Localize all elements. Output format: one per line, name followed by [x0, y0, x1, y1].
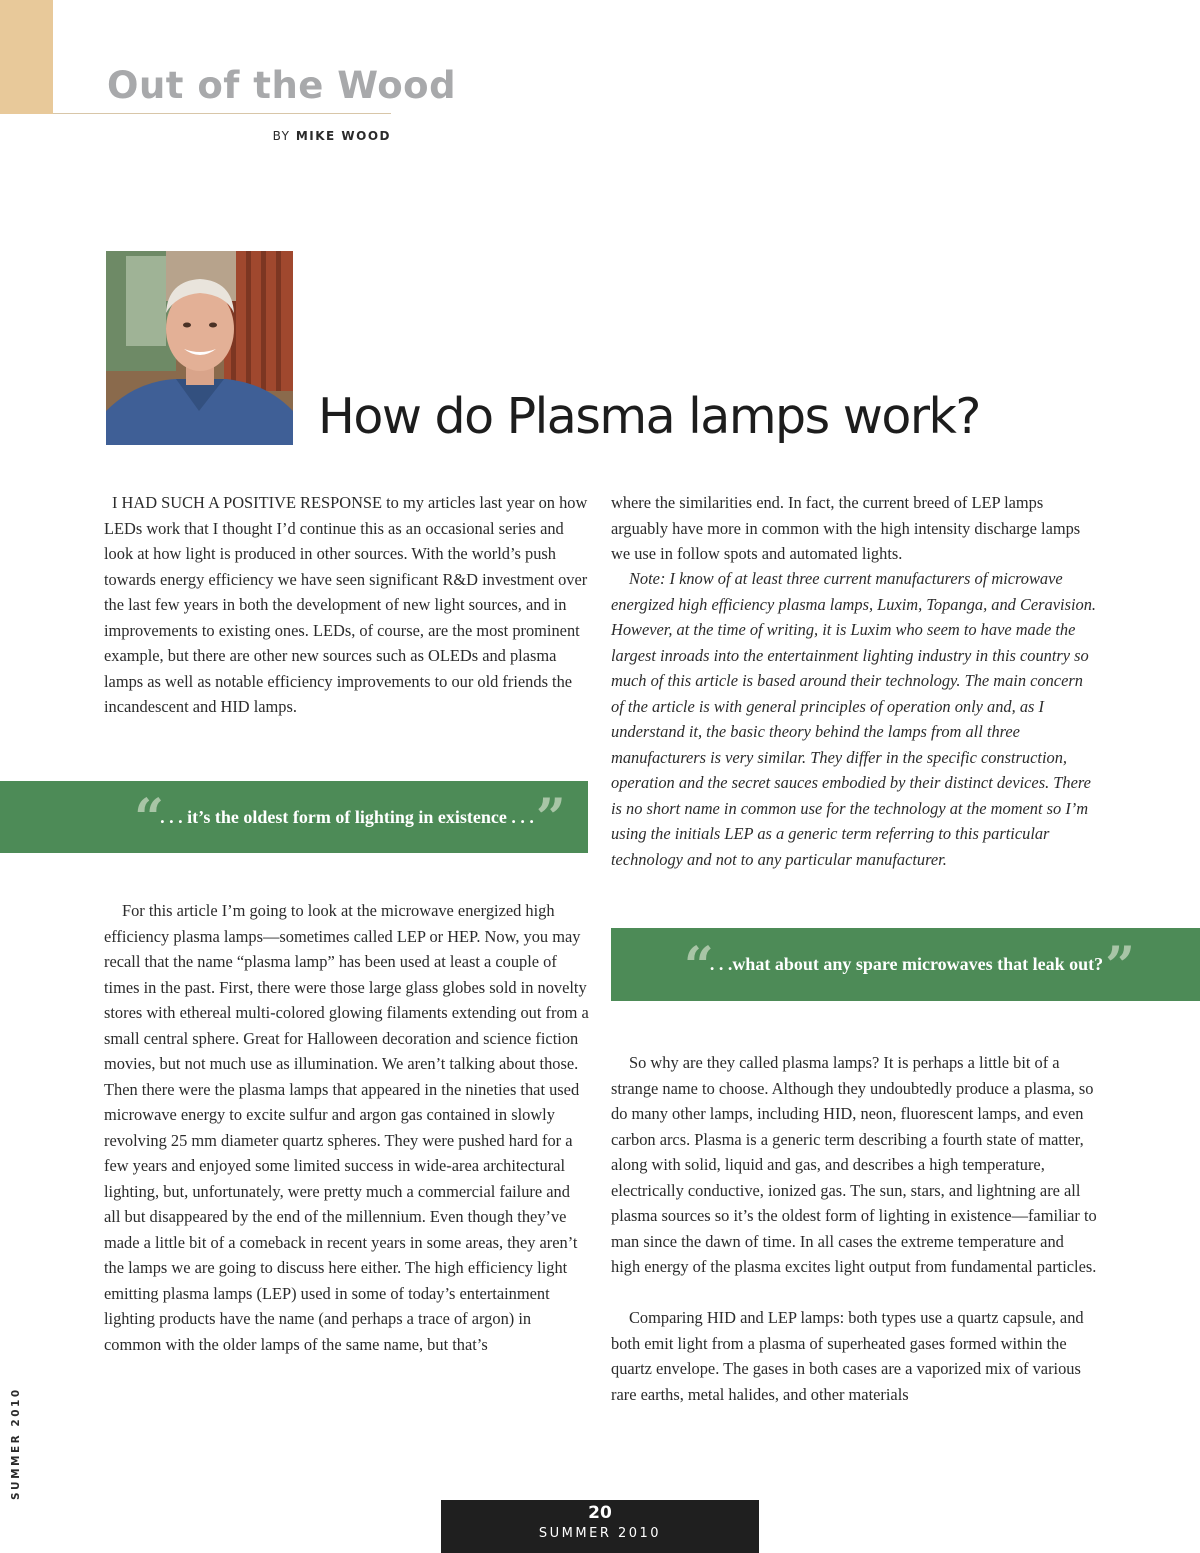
side-issue-label: SUMMER 2010	[10, 1387, 22, 1500]
intro-text: I HAD SUCH A POSITIVE RESPONSE to my articles last year on how LEDs work that I thought I’d continue this as an occasional series and look at how light is produced in other sources. With the world’s push towards energy efficiency we have seen significant R&D investment over the last few years in both the development of new light sources, and in improvements to existing ones. LEDs, of course, are the most prominent example, but there are other new sources such as OLEDs and plasma lamps as well as notable efficiency improvements to our old friends the incandescent and HID lamps.	[104, 493, 588, 716]
paragraph-4	[611, 1305, 1097, 1407]
author-name: MIKE WOOD	[295, 129, 391, 143]
close-quote-icon: ”	[1105, 935, 1128, 997]
page-number: 20	[588, 1503, 612, 1523]
note-text: Note: I know of at least three current manufacturers of microwave energized high efficiency plasma lamps, Luxim, Topanga, and Ceravision. However, at the time of writing, it is Luxim who seem to have made the largest inroads into the entertainment lighting industry in this country so much of this article is based around their technology. The main concern of the article is with general principles of operation only and, as I understand it, the basic theory behind the lamps from all three manufacturers is very similar. They differ in the specific construction, operation and the secret sauces embodied by their distinct devices. There is no short name in common use for the technology at the moment so I’m using the initials LEP as a generic term referring to this particular technology and not to any particular manufacturer.	[611, 569, 1097, 869]
open-quote-icon: “	[134, 788, 157, 849]
paragraph-2-text: For this article I’m going to look at the microwave energized high efficiency plasma lamps—sometimes called LEP or HEP. Now, you may recall that the name “plasma lamp” has been used at least a couple of times in the past. First, there were those large glass globes sold in novelty stores with ethereal multi-colored glowing filaments extending out from a small central sphere. Great for Halloween decoration and science fiction movies, but not much use as illumination. We aren’t talking about those. Then there were the plasma lamps that appeared in the nineties that used microwave energy to excite sulfur and argon gas contained in slowly revolving 25 mm diameter quartz spheres. They were pushed hard for a few years and enjoyed some limited success in wide-area architectural lighting, but, unfortunately, were pretty much a commercial failure and all but disappeared by the end of the millennium. Even though they’ve made a little bit of a comeback in recent years in some areas, they aren’t the lamps we are going to discuss here either. The high efficiency light emitting plasma lamps (LEP) used in some of today’s entertainment lighting products have the name (and perhaps a trace of argon) in common with the older lamps of the same name, but that’s	[104, 901, 589, 1354]
open-quote-icon: “	[683, 935, 706, 997]
header-accent-bar	[0, 0, 53, 114]
paragraph-3	[611, 1050, 1097, 1280]
page-footer	[441, 1500, 759, 1553]
paragraph-4-text: Comparing HID and LEP lamps: both types use a quartz capsule, and both emit light from a plasma of superheated gases formed within the quartz envelope. The gases in both cases are a vaporized mix of various rare earths, metal halides, and other materials	[611, 1308, 1084, 1404]
footer-issue: SUMMER 2010	[538, 1526, 662, 1541]
title-divider	[53, 113, 391, 114]
article-title: How do Plasma lamps work?	[318, 388, 980, 445]
pull-quote-2	[611, 928, 1200, 1001]
byline-prefix: BY	[272, 129, 291, 143]
pull-quote-2-text: . . .what about any spare microwaves that leak out?	[709, 954, 1104, 974]
pull-quote-1-text: . . . it’s the oldest form of lighting in existence . . .	[160, 806, 534, 827]
pull-quote-1	[0, 781, 588, 853]
byline	[273, 129, 391, 143]
intro-paragraph	[104, 490, 590, 720]
paragraph-3-text: So why are they called plasma lamps? It is perhaps a little bit of a strange name to choose. Although they undoubtedly produce a plasma, so do many other lamps, including HID, neon, fluorescent lamps, and even carbon arcs. Plasma is a generic term describing a fourth state of matter, along with solid, liquid and gas, and describes a high temperature, electrically conductive, ionized gas. The sun, stars, and lightning are all plasma sources so it’s the oldest form of lighting in existence—familiar to man since the dawn of time. In all cases the extreme temperature and high energy of the plasma excites light output from fundamental particles.	[611, 1053, 1097, 1276]
close-quote-icon: ”	[535, 788, 558, 849]
note-paragraph	[611, 566, 1097, 872]
column-title: Out of the Wood	[107, 64, 457, 107]
author-photo	[106, 251, 293, 445]
author-portrait-image	[106, 251, 293, 445]
paragraph-2-continued: where the similarities end. In fact, the current breed of LEP lamps arguably have more in common with the high intensity discharge lamps we use in follow spots and automated lights.	[611, 493, 1081, 563]
paragraph-2	[104, 898, 590, 1357]
